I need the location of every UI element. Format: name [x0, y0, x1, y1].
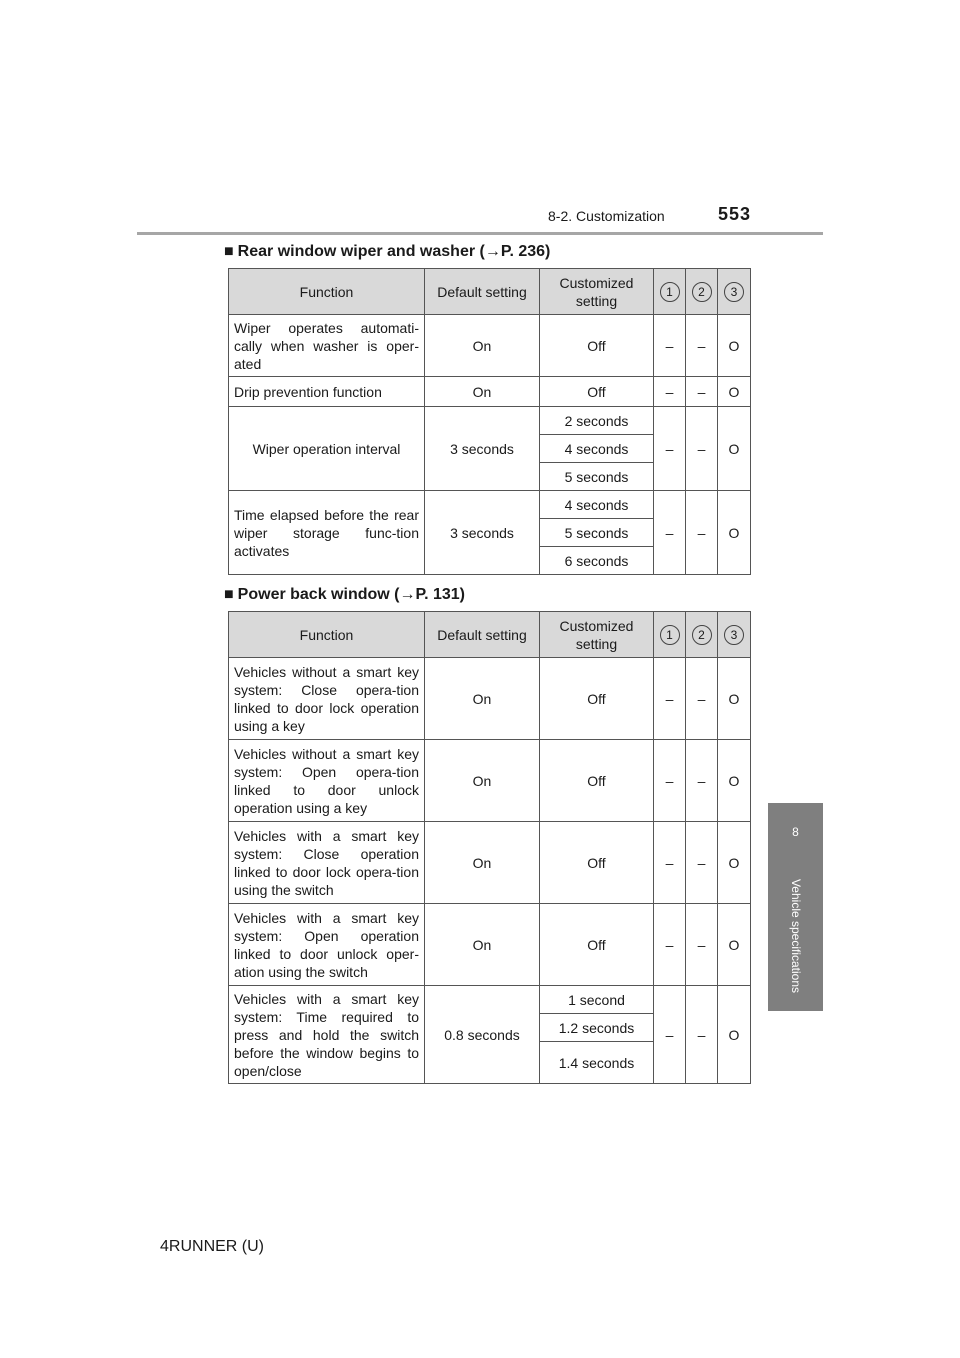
section-header: 8-2. Customization — [548, 208, 665, 224]
table-row: Vehicles with a smart key system: Time required to press and hold the switch before the window begins to open/close 0.8 seconds 1 second – – O — [229, 986, 751, 1014]
circled-3-icon: 3 — [724, 625, 744, 645]
table-row: Vehicles without a smart key system: Open opera-tion linked to door unlock operation using a key On Off – – O — [229, 740, 751, 822]
arrow-icon: → — [399, 586, 416, 603]
col-default: Default setting — [425, 269, 540, 315]
circled-3-icon: 3 — [724, 282, 744, 302]
table-row: Drip prevention function On Off – – O — [229, 377, 751, 407]
table-row: 4 seconds — [229, 435, 751, 463]
table-row: 6 seconds — [229, 547, 751, 575]
chapter-tab-label: Vehicle specifications — [788, 878, 803, 994]
col-2 — [686, 612, 718, 658]
model-footer: 4RUNNER (U) — [160, 1238, 264, 1255]
table-row: 5 seconds — [229, 463, 751, 491]
bullet-square-icon: ■ — [224, 586, 234, 603]
table-row: 1.2 seconds — [229, 1014, 751, 1042]
table-row: Vehicles with a smart key system: Open operation linked to door unlock oper-ation using the switch On Off – – O — [229, 904, 751, 986]
circled-1-icon: 1 — [660, 625, 680, 645]
col-customized: Customized setting — [540, 612, 654, 658]
table-header-row — [229, 612, 751, 658]
table-row: Vehicles without a smart key system: Close opera-tion linked to door lock operation using a key On Off – – O — [229, 658, 751, 740]
col-2 — [686, 269, 718, 315]
col-customized: Customized setting — [540, 269, 654, 315]
circled-1-icon: 1 — [660, 282, 680, 302]
page-reference-link[interactable]: P. 236) — [500, 243, 551, 260]
col-3 — [718, 269, 751, 315]
table-row: 5 seconds — [229, 519, 751, 547]
chapter-tab-number[interactable]: 8 — [768, 803, 823, 861]
page-number: 553 — [718, 204, 752, 224]
table-row: Vehicles with a smart key system: Close operation linked to door lock opera-tion using the switch On Off – – O — [229, 822, 751, 904]
power-back-window-table — [228, 611, 751, 1084]
table-row: 1.4 seconds — [229, 1042, 751, 1084]
circled-2-icon: 2 — [692, 282, 712, 302]
page-reference-link[interactable]: P. 131) — [415, 586, 466, 603]
col-1 — [654, 269, 686, 315]
table-header-row — [229, 269, 751, 315]
table-row: Time elapsed before the rear wiper storage func-tion activates 3 seconds 4 seconds – – O — [229, 491, 751, 519]
col-function: Function — [229, 269, 425, 315]
col-1 — [654, 612, 686, 658]
chapter-tab[interactable] — [768, 861, 823, 1011]
section-title-power-back-window: ■ Power back window (→P. 131) — [224, 586, 466, 603]
header-rule — [137, 232, 823, 235]
table-row: Wiper operation interval 3 seconds 2 seconds – – O — [229, 407, 751, 435]
bullet-square-icon: ■ — [224, 243, 234, 260]
rear-wiper-table — [228, 268, 751, 575]
arrow-icon: → — [484, 243, 501, 260]
circled-2-icon: 2 — [692, 625, 712, 645]
section-title-rear-wiper: ■ Rear window wiper and washer (→P. 236) — [224, 243, 551, 260]
col-default: Default setting — [425, 612, 540, 658]
col-function: Function — [229, 612, 425, 658]
col-3 — [718, 612, 751, 658]
table-row: Wiper operates automati-cally when washer is oper-ated On Off – – O — [229, 315, 751, 377]
